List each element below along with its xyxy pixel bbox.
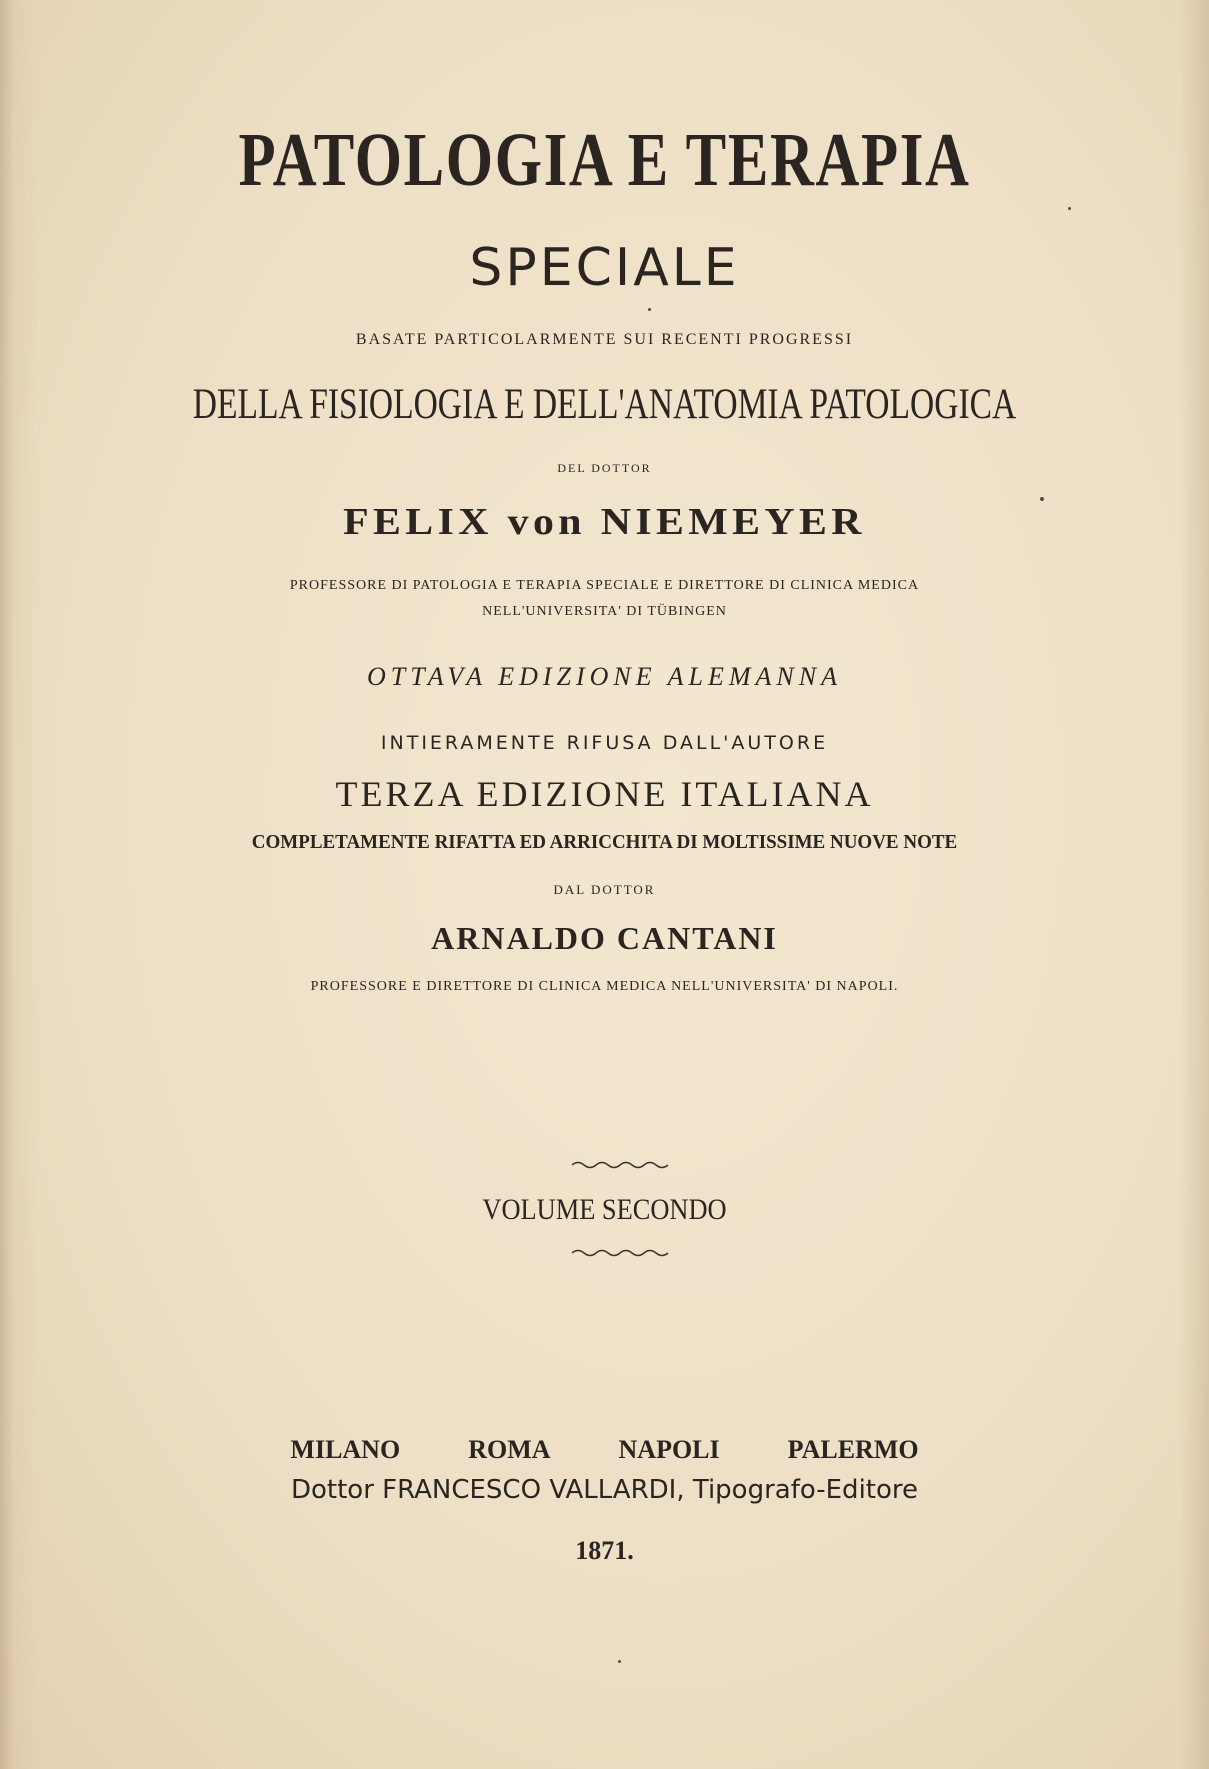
book-subtitle: SPECIALE bbox=[469, 238, 740, 298]
city-roma: ROMA bbox=[468, 1435, 551, 1464]
volume-label: VOLUME SECONDO bbox=[482, 1193, 727, 1226]
cities-line bbox=[0, 1437, 1209, 1463]
author-title-line2: NELL'UNIVERSITA' DI TÜBINGEN bbox=[482, 604, 727, 619]
edition-italian: TERZA EDIZIONE ITALIANA bbox=[335, 774, 874, 814]
dal-dottor-line: DAL DOTTOR bbox=[553, 882, 656, 897]
paper-speck bbox=[1040, 497, 1044, 501]
paper-speck bbox=[1068, 207, 1071, 210]
city-napoli: NAPOLI bbox=[618, 1435, 720, 1464]
translator-title: PROFESSORE E DIRETTORE DI CLINICA MEDICA NELL'UNIVERSITA' DI NAPOLI. bbox=[310, 979, 899, 994]
book-title: PATOLOGIA E TERAPIA bbox=[238, 118, 971, 202]
translator-name: ARNALDO CANTANI bbox=[431, 920, 778, 956]
della-line: DELLA FISIOLOGIA E DELL'ANATOMIA PATOLOGICA bbox=[192, 381, 1017, 428]
author-title-line1: PROFESSORE DI PATOLOGIA E TERAPIA SPECIALE E DIRETTORE DI CLINICA MEDICA bbox=[289, 578, 920, 593]
edition-german: OTTAVA EDIZIONE ALEMANNA bbox=[366, 662, 842, 691]
city-palermo: PALERMO bbox=[787, 1435, 919, 1464]
basate-line: BASATE PARTICOLARMENTE SUI RECENTI PROGRESSI bbox=[355, 331, 854, 348]
rifusa-line: INTIERAMENTE RIFUSA DALL'AUTORE bbox=[380, 732, 829, 754]
author-name: FELIX von NIEMEYER bbox=[343, 501, 866, 543]
wave-ornament-top bbox=[570, 1158, 670, 1172]
wave-ornament-bottom bbox=[570, 1246, 670, 1260]
publisher-line: Dottor FRANCESCO VALLARDI, Tipografo-Editore bbox=[290, 1475, 919, 1505]
del-dottor-line: DEL DOTTOR bbox=[557, 461, 652, 475]
publication-year: 1871. bbox=[575, 1536, 634, 1565]
paper-speck bbox=[648, 308, 651, 311]
completamente-line: COMPLETAMENTE RIFATTA ED ARRICCHITA DI MOLTISSIME NUOVE NOTE bbox=[251, 831, 958, 853]
paper-speck bbox=[618, 1660, 621, 1663]
city-milano: MILANO bbox=[290, 1435, 401, 1464]
